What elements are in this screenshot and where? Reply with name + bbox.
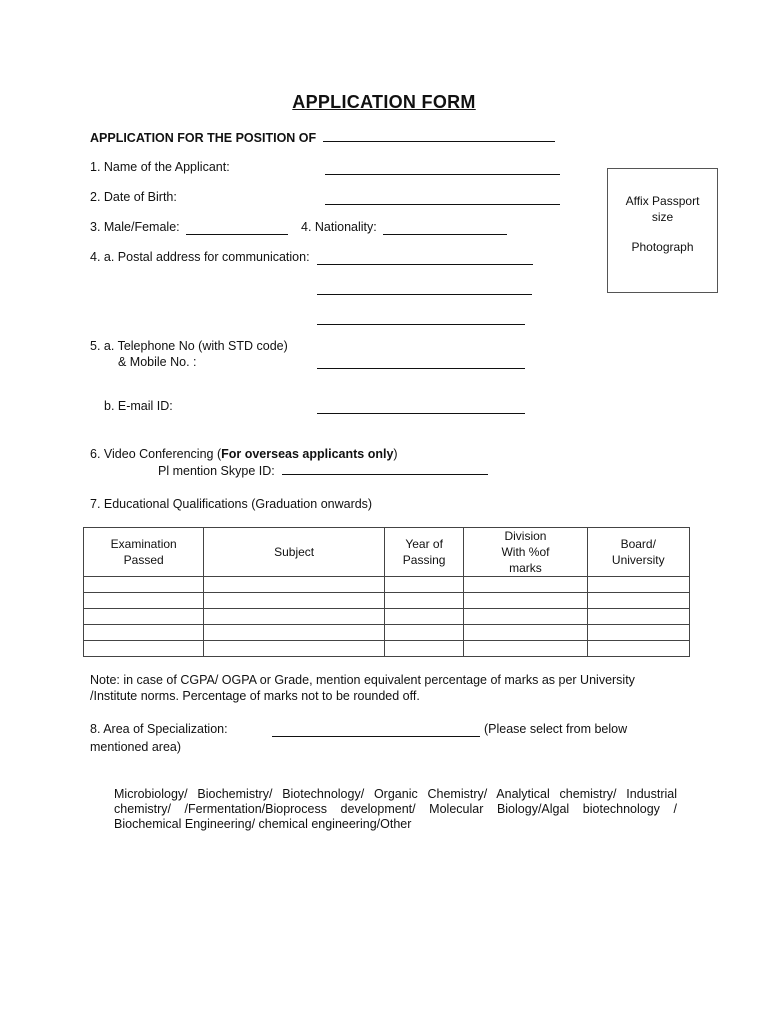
postal-blank-2[interactable] [317, 283, 532, 295]
header-year: Year of Passing [384, 528, 464, 577]
postal-blank-3[interactable] [317, 313, 525, 325]
table-row [84, 609, 690, 625]
video-prefix: 6. Video Conferencing ( [90, 447, 222, 461]
specialization-hint: (Please select from below [484, 722, 628, 736]
dob-blank[interactable] [325, 193, 560, 205]
photo-line-3: Photograph [631, 240, 694, 254]
table-row [84, 577, 690, 593]
specialization-label: 8. Area of Specialization: [90, 722, 228, 736]
header-subject: Subject [204, 528, 384, 577]
position-row [90, 130, 555, 145]
email-blank[interactable] [317, 402, 525, 414]
specialization-hint-cont: mentioned area) [90, 740, 182, 754]
gender-label: 3. Male/Female: [90, 220, 180, 234]
nationality-blank[interactable] [383, 223, 507, 235]
photo-line-1: Affix Passport [625, 194, 700, 208]
telephone-label-1: 5. a. Telephone No (with STD code) [90, 339, 288, 353]
skype-row [158, 463, 488, 478]
education-table [83, 527, 690, 657]
table-row [84, 593, 690, 609]
header-examination: Examination Passed [84, 528, 204, 577]
header-division: Division With %of marks [464, 528, 587, 577]
position-blank[interactable] [323, 130, 555, 142]
name-blank[interactable] [325, 163, 560, 175]
dob-label: 2. Date of Birth: [90, 190, 177, 204]
email-label: b. E-mail ID: [104, 399, 173, 413]
table-row [84, 641, 690, 657]
gender-blank[interactable] [186, 223, 288, 235]
video-bold: For overseas applicants only [221, 447, 394, 461]
areas-list: Microbiology/ Biochemistry/ Biotechnology/ Organic Chemistry/ Analytical chemistry/ Industrial chemistry/ /Fermentation/Bioprocess development/ Molecular Biology/Algal biotechnology / Biochemical Engineering/ chemical engineering/Other [114, 787, 677, 831]
postal-blank-1[interactable] [317, 253, 533, 265]
postal-label: 4. a. Postal address for communication: [90, 250, 310, 264]
education-label: 7. Educational Qualifications (Graduation onwards) [90, 497, 373, 511]
video-conferencing-label [90, 447, 398, 461]
skype-label: Pl mention Skype ID: [158, 464, 275, 478]
photo-line-2: size [651, 210, 674, 224]
telephone-blank[interactable] [317, 357, 525, 369]
header-board: Board/ University [587, 528, 689, 577]
video-suffix: ) [393, 447, 398, 461]
position-label: APPLICATION FOR THE POSITION OF [90, 131, 317, 145]
note-text: Note: in case of CGPA/ OGPA or Grade, mention equivalent percentage of marks as per University /Institute norms. Percentage of marks not to be rounded off. [90, 673, 635, 703]
skype-blank[interactable] [282, 463, 488, 475]
table-row [84, 625, 690, 641]
telephone-label-2: & Mobile No. : [118, 355, 197, 369]
form-title: APPLICATION FORM [292, 92, 476, 112]
nationality-label: 4. Nationality: [301, 220, 377, 234]
table-header-row [84, 528, 690, 577]
photo-box [607, 168, 718, 293]
name-label: 1. Name of the Applicant: [90, 160, 230, 174]
specialization-blank[interactable] [272, 725, 480, 737]
